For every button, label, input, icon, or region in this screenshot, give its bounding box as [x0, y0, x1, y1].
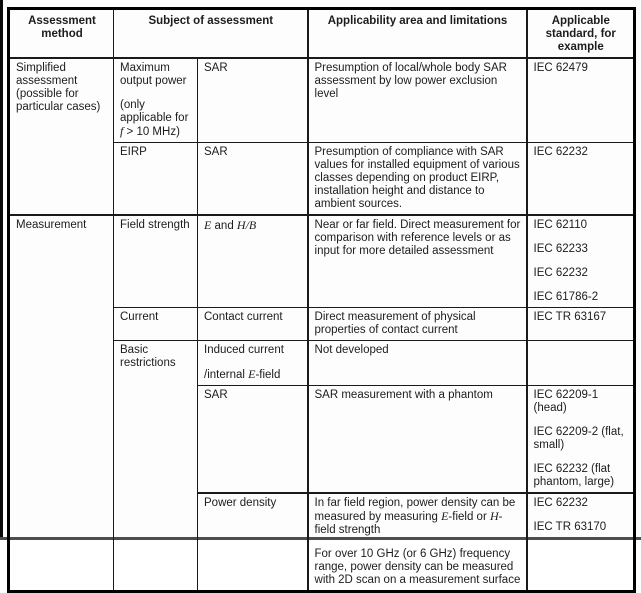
- cell-standard-row7: IEC 62232 IEC TR 63170: [527, 493, 635, 592]
- table-header-row: [9, 9, 635, 59]
- cell-power-density: Power density: [198, 493, 308, 592]
- cell-standard-row4: IEC TR 63167: [527, 308, 635, 341]
- cell-standard-row2: IEC 62232: [527, 143, 635, 216]
- cell-standard-row1: IEC 62479: [527, 58, 635, 143]
- cell-sar-row1: SAR: [198, 58, 308, 143]
- cell-current: Current: [114, 308, 198, 341]
- cell-eirp: EIRP: [114, 143, 198, 216]
- cell-standard-row3: IEC 62110 IEC 62233 IEC 62232 IEC 61786-2: [527, 215, 635, 308]
- cell-applicability-row7: In far field region, power density can be measured by measuring E-field or H-field strength For over 10 GHz (or 6 GHz) frequency range, power density can be measured with 2D scan on a measurement surface: [308, 493, 527, 592]
- cell-applicability-row4: Direct measurement of physical properties of contact current: [308, 308, 527, 341]
- assessment-methods-table: [7, 7, 636, 593]
- cell-maximum-output-power: Maximum output power (only applicable for f > 10 MHz): [114, 58, 198, 143]
- table-row: [9, 215, 635, 308]
- header-assessment-method: Assessment method: [9, 9, 114, 59]
- cell-basic-restrictions: Basic restrictions: [114, 341, 198, 592]
- cell-induced-current: Induced current /internal E-field: [198, 341, 308, 386]
- header-applicability-area: Applicability area and limitations: [308, 9, 527, 59]
- cell-applicability-row2: Presumption of compliance with SAR values for installed equipment of various classes depending on product EIRP, installation height and distance to ambient sources.: [308, 143, 527, 216]
- cell-standard-row6: IEC 62209-1 (head) IEC 62209-2 (flat, small) IEC 62232 (flat phantom, large): [527, 386, 635, 494]
- header-subject-of-assessment: Subject of assessment: [114, 9, 308, 59]
- cell-sar-row6: SAR: [198, 386, 308, 494]
- cell-simplified-assessment: Simplified assessment (possible for particular cases): [9, 58, 114, 215]
- table-row: [9, 58, 635, 143]
- cell-field-strength: Field strength: [114, 215, 198, 308]
- cell-e-and-hb: E and H/B: [198, 215, 308, 308]
- header-applicable-standard: Applicable standard, for example: [527, 9, 635, 59]
- cell-measurement: Measurement: [9, 215, 114, 592]
- cell-applicability-row6: SAR measurement with a phantom: [308, 386, 527, 494]
- scan-edge-left: [0, 0, 3, 540]
- cell-contact-current: Contact current: [198, 308, 308, 341]
- cell-standard-row5-empty: [527, 341, 635, 386]
- cell-sar-row2: SAR: [198, 143, 308, 216]
- cell-applicability-row3: Near or far field. Direct measurement for comparison with reference levels or as input for more detailed assessment: [308, 215, 527, 308]
- cell-applicability-row5: Not developed: [308, 341, 527, 386]
- cell-applicability-row1: Presumption of local/whole body SAR assessment by low power exclusion level: [308, 58, 527, 143]
